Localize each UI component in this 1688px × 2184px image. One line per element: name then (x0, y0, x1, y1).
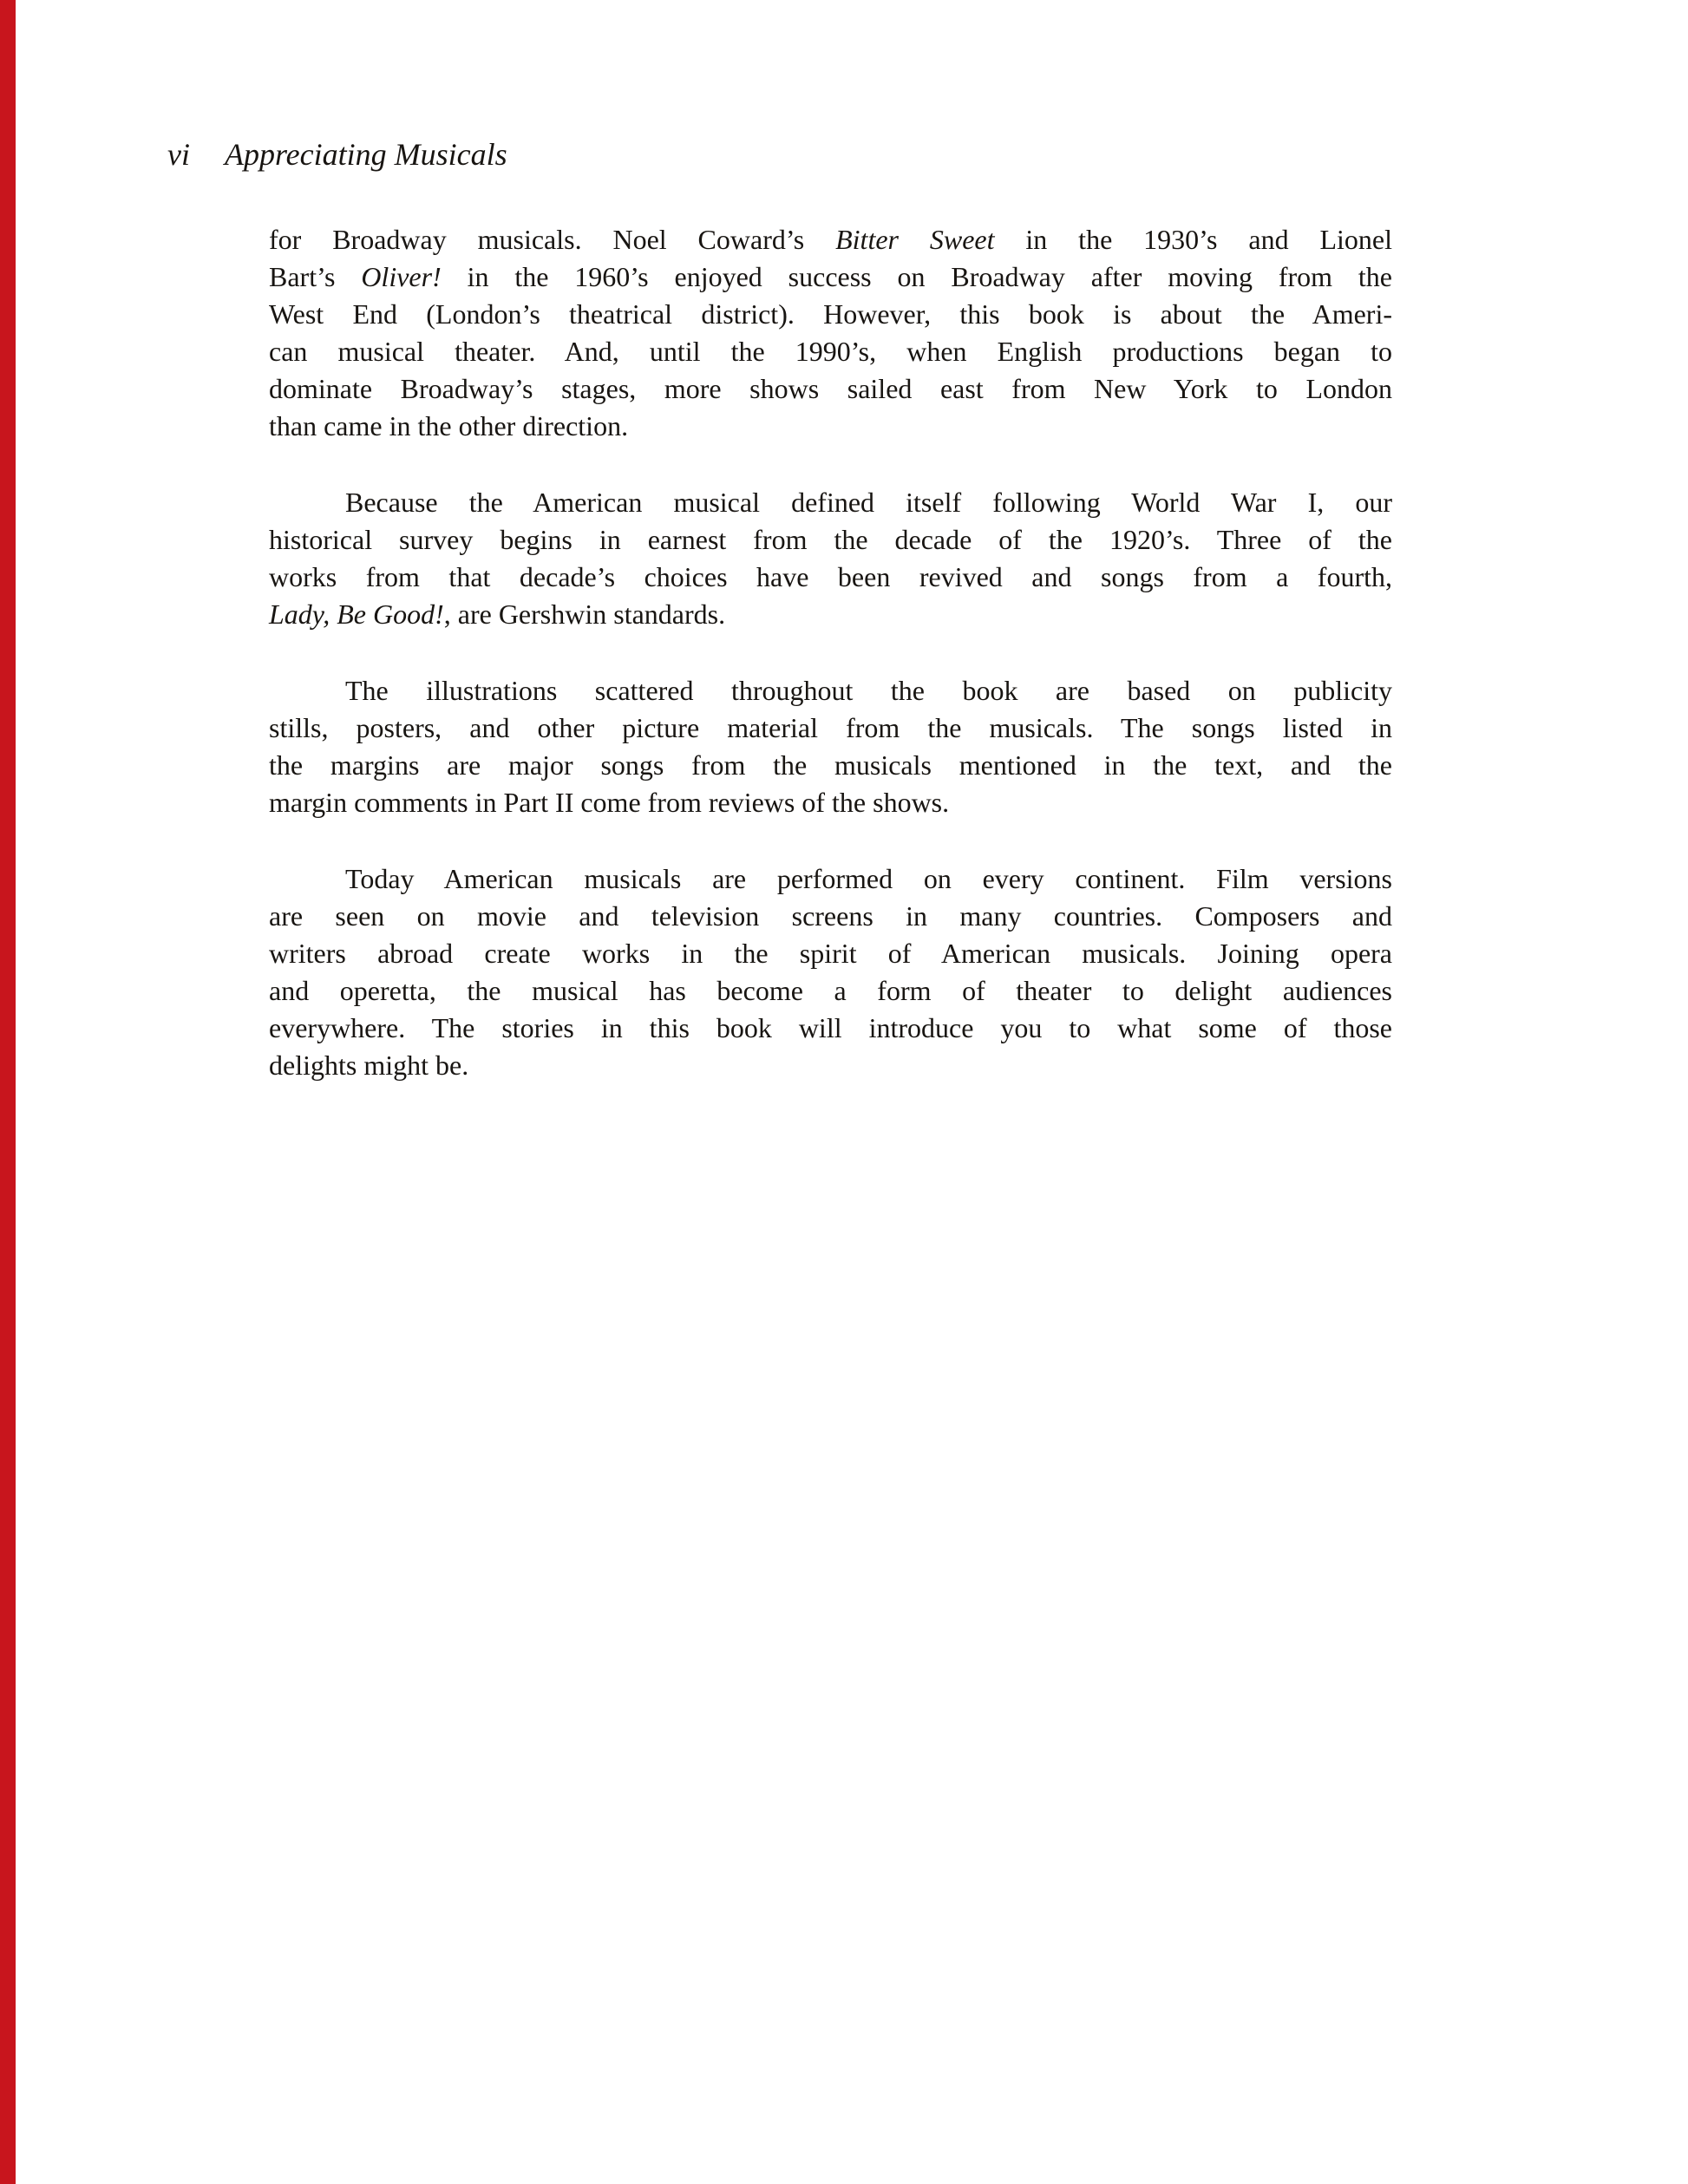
text-run: than came in the other direction. (269, 410, 629, 441)
text-line (269, 370, 1392, 408)
text-run: in the 1930’s and Lionel (994, 224, 1393, 255)
paragraph (269, 860, 1392, 1084)
text-run: works from that decade’s choices have been revived and songs from a fourth, (269, 561, 1392, 592)
text-run: are seen on movie and television screens in many countries. Composers and (269, 900, 1392, 932)
text-line (269, 860, 1392, 898)
text-line (269, 747, 1392, 784)
text-line (269, 972, 1392, 1010)
text-run: everywhere. The stories in this book will introduce you to what some of those (269, 1012, 1392, 1043)
text-run: writers abroad create works in the spirit of American musicals. Joining opera (269, 938, 1392, 969)
running-title: Appreciating Musicals (224, 137, 507, 172)
text-run: stills, posters, and other picture material from the musicals. The songs listed in (269, 712, 1392, 743)
text-line (269, 672, 1392, 709)
text-run: margin comments in Part II come from reviews of the shows. (269, 787, 950, 818)
text-line (269, 296, 1392, 333)
text-run: historical survey begins in earnest from the decade of the 1920’s. Three of the (269, 524, 1392, 555)
text-line (269, 258, 1392, 296)
paragraph (269, 484, 1392, 633)
body-text (269, 221, 1392, 1123)
text-line (269, 408, 1392, 445)
text-run: Today American musicals are performed on every continent. Film versions (345, 863, 1392, 894)
text-line (269, 898, 1392, 935)
book-edge-stripe (0, 0, 16, 2184)
paragraph (269, 672, 1392, 821)
text-line (269, 784, 1392, 821)
italic-title-text: Oliver! (361, 261, 442, 292)
text-line (269, 1047, 1392, 1084)
text-run: delights might be. (269, 1049, 469, 1081)
text-line (269, 221, 1392, 258)
text-run: dominate Broadway’s stages, more shows sailed east from New York to London (269, 373, 1392, 404)
text-line (269, 484, 1392, 521)
page-number: vi (167, 137, 190, 172)
text-run: can musical theater. And, until the 1990’s, when English productions began to (269, 336, 1392, 367)
text-run: The illustrations scattered throughout the book are based on publicity (345, 675, 1392, 706)
text-run: for Broadway musicals. Noel Coward’s (269, 224, 836, 255)
italic-title-text: Lady, Be Good! (269, 598, 444, 630)
italic-title-text: Bitter Sweet (835, 224, 995, 255)
text-line (269, 1010, 1392, 1047)
text-line (269, 333, 1392, 370)
running-header (167, 135, 507, 173)
text-line (269, 559, 1392, 596)
text-line (269, 709, 1392, 747)
text-run: Because the American musical defined itself following World War I, our (345, 487, 1392, 518)
text-run: Bart’s (269, 261, 362, 292)
text-run: and operetta, the musical has become a form of theater to delight audiences (269, 975, 1392, 1006)
text-run: the margins are major songs from the musicals mentioned in the text, and the (269, 749, 1392, 781)
text-line (269, 521, 1392, 559)
paragraph (269, 221, 1392, 445)
text-line (269, 596, 1392, 633)
text-run: , are Gershwin standards. (443, 598, 726, 630)
text-line (269, 935, 1392, 972)
text-run: West End (London’s theatrical district). However, this book is about the Ameri- (269, 298, 1392, 330)
text-run: in the 1960’s enjoyed success on Broadway after moving from the (441, 261, 1393, 292)
